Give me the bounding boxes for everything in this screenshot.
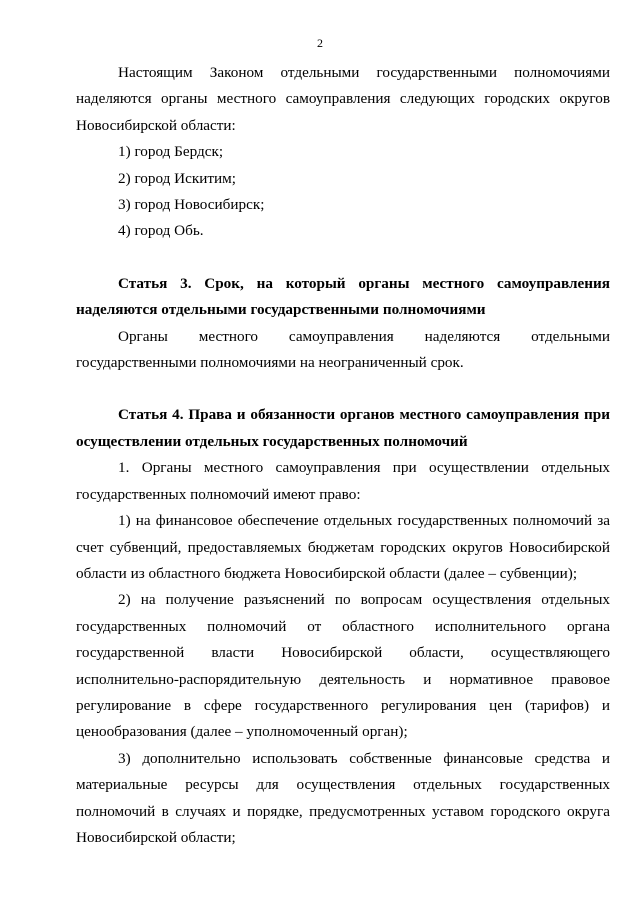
- article-4-paragraph-4: 3) дополнительно использовать собственные финансовые средства и материальные ресурсы для осуществления отдельных государственных полномочий в случаях и порядке, предусмотренных уставом городского округа Новосибирской области;: [76, 749, 610, 846]
- intro-paragraph: Настоящим Законом отдельными государственными полномочиями наделяются органы местного самоуправления следующих городских округов Новосибирской области:: [76, 64, 610, 134]
- page-number: 2: [317, 36, 323, 50]
- article-4-paragraph-3: 2) на получение разъяснений по вопросам осуществления отдельных государственных полномочий от областного исполнительного органа государственной власти Новосибирской области, осуществляющего исполнительно-распорядительную деятельность и нормативное правовое регулирование в сфере государственного регулирования цен (тарифов) и ценообразования (далее – уполномоченный орган);: [76, 591, 610, 741]
- article-4-paragraph-2: 1) на финансовое обеспечение отдельных государственных полномочий за счет субвенций, предоставляемых бюджетам городских округов Новосибирской области из областного бюджета Новосибирской области (далее – субвенции);: [76, 512, 610, 582]
- list-item-iskitim: 2) город Искитим;: [118, 169, 236, 187]
- list-item-novosibirsk: 3) город Новосибирск;: [118, 196, 265, 214]
- spacer: [76, 245, 610, 271]
- article-3-text: Органы местного самоуправления наделяются отдельными государственными полномочиями на неограниченный срок.: [76, 327, 610, 372]
- spacer: [76, 376, 610, 402]
- article-4-paragraph-1: 1. Органы местного самоуправления при осуществлении отдельных государственных полномочий имеют право:: [76, 459, 610, 503]
- list-item-berdsk: 1) город Бердск;: [118, 143, 224, 161]
- article-4-heading: Статья 4. Права и обязанности органов местного самоуправления при осуществлении отдельных государственных полномочий: [76, 406, 610, 450]
- article-3-heading: Статья 3. Срок, на который органы местного самоуправления наделяются отдельными государственными полномочиями: [76, 274, 610, 319]
- document-body: [76, 60, 610, 851]
- list-item-ob: 4) город Обь.: [118, 222, 204, 240]
